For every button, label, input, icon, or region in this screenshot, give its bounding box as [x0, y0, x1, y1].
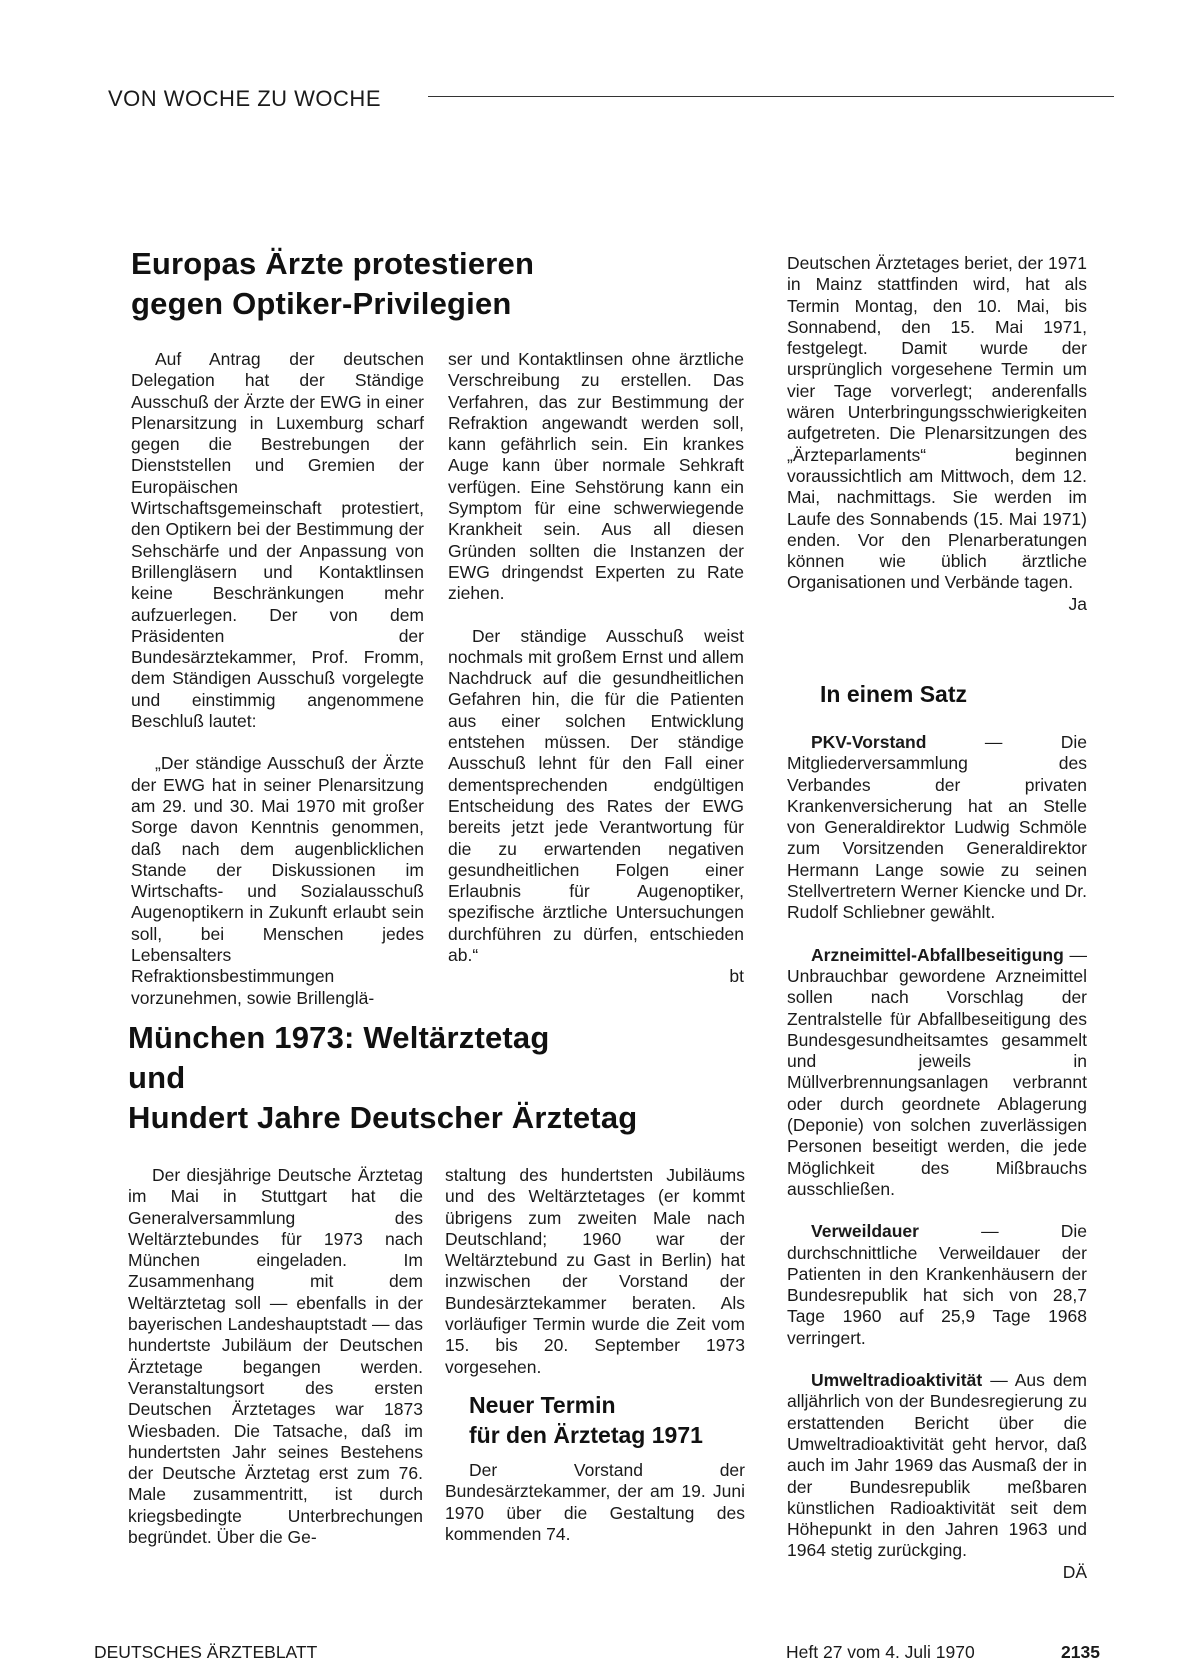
article2-title-line3: Hundert Jahre Deutscher Ärztetag [128, 1100, 638, 1135]
article1-col1-paragraph2: „Der ständige Ausschuß der Ärzte der EWG hat in seiner Plenarsitzung am 29. und 30. Mai 1970 mit großer Sorge davon Kenntnis genommen, daß nach dem augenblicklichen Stande der Diskussionen im Wirtschafts- und Sozialausschuß Augenoptikern in Zukunft erlaubt sein soll, bei Menschen jedes Lebensalters Refraktionsbestimmungen vorzunehmen, sowie Brillenglä- [131, 753, 424, 1008]
article1-col2-paragraph2 [448, 626, 744, 988]
article3-column [445, 1460, 745, 1545]
satz-item-lead: Arzneimittel-Abfallbeseitigung [811, 944, 1064, 965]
satz-item-arzneimittel [787, 945, 1087, 1201]
article3-title-line2: für den Ärztetag 1971 [469, 1422, 703, 1448]
article1-column1 [131, 349, 424, 1009]
article3-continued-text [787, 253, 1087, 615]
satz-item-lead: Verweildauer [811, 1221, 919, 1242]
article1-column2 [448, 349, 744, 988]
satz-item-text: — Die durchschnittliche Verweildauer der Patienten in den Krankenhäusern der Bundesrepublik hat sich von 28,7 Tage 1960 auf 25,9 Tage 1968 verringert. [787, 1221, 1087, 1348]
article2-col2-paragraph1: staltung des hundertsten Jubiläums und des Weltärztetages (er kommt übrigens zum zweiten Male nach Deutschland; 1960 war der Weltärztebund zu Gast in Berlin) hat inzwischen der Vorstand der Bundesärztekammer beraten. Als vorläufiger Termin wurde die Zeit vom 15. bis 20. September 1973 vorgesehen. [445, 1165, 745, 1377]
article2-column2 [445, 1165, 745, 1378]
article3-title-line1: Neuer Termin [469, 1392, 616, 1418]
article3-paragraph1: Der Vorstand der Bundesärztekammer, der am 19. Juni 1970 über die Gestaltung des kommenden 74. [445, 1460, 745, 1544]
footer-journal: DEUTSCHES ÄRZTEBLATT [94, 1642, 318, 1662]
satz-item-text: — Aus dem alljährlich von der Bundesregierung zu erstattenden Bericht über die Umweltradioaktivität geht hervor, daß auch im Jahr 1969 das Ausmaß der in der Bundesrepublik meßbaren künstlichen Radioaktivität seit dem Höhepunkt in den Jahren 1963 und 1964 stetig zurückging. [787, 1370, 1087, 1561]
article1-col1-paragraph1: Auf Antrag der deutschen Delegation hat der Ständige Ausschuß der Ärzte der EWG in einer Plenarsitzung in Luxemburg scharf gegen die Bestrebungen der Dienststellen und Gremien der Europäischen Wirtschaftsgemeinschaft protestiert, den Optikern bei der Bestimmung der Sehschärfe und der Anpassung von Brillengläsern und Kontaktlinsen keine Beschränkungen mehr aufzuerlegen. Der von dem Präsidenten der Bundesärztekammer, Prof. Fromm, dem Ständigen Ausschuß vorgelegte und einstimmig angenommene Beschluß lautet: [131, 349, 424, 732]
article2-title [128, 1018, 748, 1138]
article2-column1 [128, 1165, 423, 1548]
satz-item-umweltradioaktivitaet [787, 1370, 1087, 1583]
in-einem-satz-title: In einem Satz [820, 681, 967, 707]
author-sign-bt: bt [729, 966, 744, 987]
satz-item-verweildauer [787, 1221, 1087, 1349]
article1-title [131, 244, 691, 324]
article2-col1-paragraph1: Der diesjährige Deutsche Ärztetag im Mai in Stuttgart hat die Generalversammlung des Weltärztebundes für 1973 nach München eingeladen. Im Zusammenhang mit dem Weltärztetag soll — ebenfalls in der bayerischen Landeshauptstadt — das hundertste Jubiläum der Deutschen Ärztetage begangen werden. Veranstaltungsort des ersten Deutschen Ärztetages war 1873 Wiesbaden. Die Tatsache, daß im hundertsten Jahr seines Bestehens der Deutsche Ärztetag erst zum 76. Male zusammentritt, ist durch kriegsbedingte Unterbrechungen begründet. Über die Ge- [128, 1165, 423, 1548]
article3-continued-body: Deutschen Ärztetages beriet, der 1971 in Mainz stattfinden wird, hat als Termin Montag, den 10. Mai, bis Sonnabend, den 15. Mai 1971, festgelegt. Damit wurde der ursprünglich vorgesehene Termin um vier Tage vorverlegt; anderenfalls wären Unterbringungsschwierigkeiten aufgetreten. Die Plenarsitzungen des „Ärzteparlaments“ beginnen voraussichtlich am Mittwoch, dem 12. Mai, nachmittags. Sie werden im Laufe des Sonnabends (15. Mai 1971) enden. Vor den Plenarberatungen können wie üblich ärztliche Organisationen und Verbände tagen. [787, 253, 1087, 593]
article1-title-line1: Europas Ärzte protestieren [131, 246, 535, 281]
satz-item-text: — Unbrauchbar gewordene Arzneimittel sollen nach Vorschlag der Zentralstelle für Abfallbeseitigung des Bundesgesundheitsamtes gesammelt und jeweils in Müllverbrennungsanlagen verbrannt oder durch geordnete Ablagerung (Deponie) von solchen zuverlässigen Personen beseitigt werden, die jede Möglichkeit des Mißbrauchs ausschließen. [787, 944, 1087, 1199]
footer-issue: Heft 27 vom 4. Juli 1970 [786, 1642, 975, 1662]
article2-title-line2: und [128, 1060, 186, 1095]
header-rule [428, 96, 1114, 97]
satz-item-lead: Umweltradioaktivität [811, 1370, 983, 1391]
article2-title-line1: München 1973: Weltärztetag [128, 1020, 550, 1055]
author-sign-ja: Ja [1068, 593, 1087, 614]
satz-item-pkv [787, 732, 1087, 924]
article1-col2-paragraph2-text: Der ständige Ausschuß weist nochmals mit großem Ernst und allem Nachdruck auf die gesundheitlichen Gefahren hin, die für die Patienten aus einer solchen Entwicklung entstehen müssen. Der ständige Ausschuß lehnt für den Fall einer dementsprechenden endgültigen Entscheidung des Rates der EWG bereits jetzt jede Verantwortung für die zu erwartenden negativen gesundheitlichen Folgen einer Erlaubnis für Augenoptiker, spezifische ärztliche Untersuchungen durchführen zu dürfen, entschieden ab.“ [448, 625, 744, 966]
satz-item-text: — Die Mitgliederversammlung des Verbandes der privaten Krankenversicherung hat an Stelle von Generaldirektor Ludwig Schmöle zum Vorsitzenden Generaldirektor Hermann Lange sowie zu seinen Stellvertretern Werner Kiencke und Dr. Rudolf Schliebner gewählt. [787, 732, 1087, 923]
article1-col2-paragraph1: ser und Kontaktlinsen ohne ärztliche Verschreibung zu erstellen. Das Verfahren, das zur Bestimmung der Refraktion angewandt werden soll, kann gefährlich sein. Ein krankes Auge kann über normale Sehkraft verfügen. Eine Sehstörung kann ein Symptom für eine schwerwiegende Krankheit sein. Aus all diesen Gründen sollten die Instanzen der EWG dringendst Experten zu Rate ziehen. [448, 349, 744, 604]
article1-title-line2: gegen Optiker-Privilegien [131, 286, 512, 321]
article3-title [469, 1390, 749, 1450]
author-sign-dae: DÄ [1062, 1561, 1087, 1582]
in-einem-satz-column [787, 732, 1087, 1583]
section-header: VON WOCHE ZU WOCHE [108, 86, 381, 111]
article3-continued-column [787, 253, 1087, 615]
page-number: 2135 [1061, 1642, 1100, 1662]
satz-item-lead: PKV-Vorstand [811, 732, 927, 752]
